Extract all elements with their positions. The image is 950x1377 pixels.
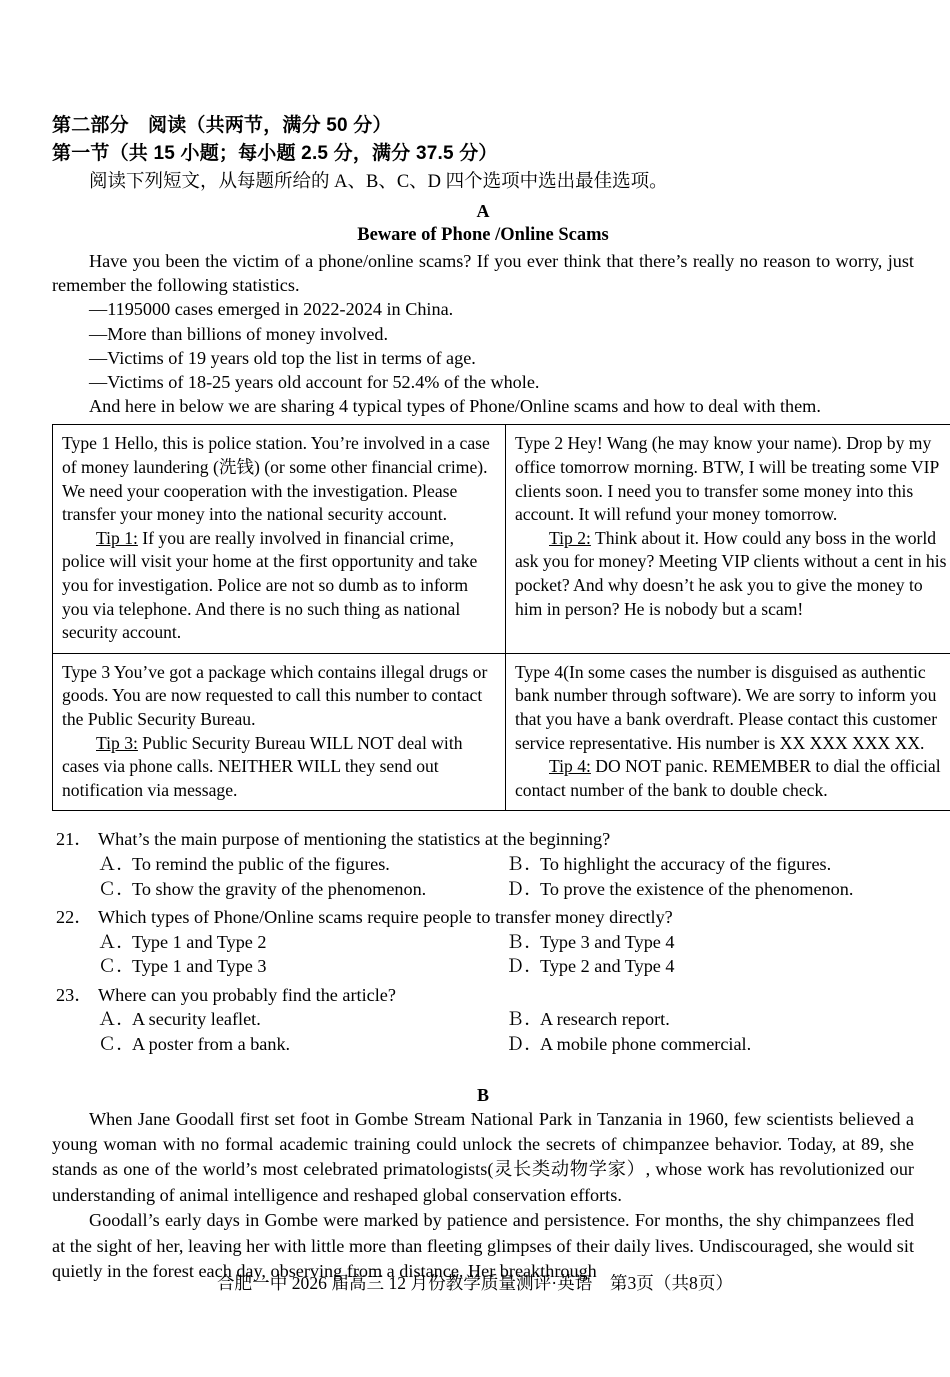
passage-a-closing: And here in below we are sharing 4 typical types of Phone/Online scams and how to deal with them.: [89, 396, 821, 417]
question-23-option-a[interactable]: [52, 1007, 476, 1032]
table-row: [53, 425, 950, 653]
option-a-letter: Ａ．: [98, 1009, 135, 1030]
option-d-text: Type 2 and Type 4: [540, 956, 675, 977]
question-22-options-row-1: [52, 930, 914, 955]
type1-body: Type 1 Hello, this is police station. You’re involved in a case of money laundering (洗钱) (or some other financial crime). We need your cooperation with the investigation. Please transfer your money into the national security account.: [62, 433, 490, 525]
type2-tip-body: Think about it. How could any boss in the world ask you for money? Meeting VIP clients without a cent in his pocket? And why doesn’t he ask you to give the money to him in person? He is nobody but a scam!: [515, 527, 947, 619]
type4-tip-label: Tip 4:: [549, 756, 591, 777]
question-22-stem: Which types of Phone/Online scams require people to transfer money directly?: [98, 907, 673, 928]
option-b-letter: Ｂ．: [506, 853, 543, 874]
type2-tip: [515, 527, 949, 621]
option-a-text: Type 1 and Type 2: [132, 931, 267, 952]
question-23-options-row-2: [52, 1032, 914, 1057]
type3-tip-body: Public Security Bureau WILL NOT deal with cases via phone calls. NEITHER WILL they send out notification via message.: [62, 732, 463, 800]
option-d-text: To prove the existence of the phenomenon.: [540, 878, 854, 899]
question-23: [52, 983, 914, 1057]
question-22-option-d[interactable]: [476, 954, 900, 979]
question-22-option-b[interactable]: [476, 930, 900, 955]
question-21-stem-row: [52, 827, 914, 852]
option-a-text: A security leaflet.: [132, 1009, 261, 1030]
passage-a: [52, 199, 947, 1057]
question-22-option-c[interactable]: [52, 954, 476, 979]
option-c-letter: Ｃ．: [98, 1034, 135, 1055]
scam-cell-type4: [506, 653, 950, 811]
scam-cell-type1: [53, 425, 506, 653]
option-d-letter: Ｄ．: [506, 878, 543, 899]
option-a-letter: Ａ．: [98, 931, 135, 952]
option-c-letter: Ｃ．: [98, 878, 135, 899]
option-c-text: A poster from a bank.: [132, 1034, 291, 1055]
question-21-options-row-2: [52, 877, 914, 902]
type3-tip-label: Tip 3:: [96, 732, 138, 753]
option-c-letter: Ｃ．: [98, 956, 135, 977]
type3-body: Type 3 You’ve got a package which contains illegal drugs or goods. You are now requested to call this number to contact the Public Security Bureau.: [62, 661, 488, 729]
type2-tip-label: Tip 2:: [549, 527, 591, 548]
option-d-text: A mobile phone commercial.: [540, 1034, 752, 1055]
question-21-option-d[interactable]: [476, 877, 900, 902]
part-heading-text: 第二部分 阅读（共两节，满分 50 分）: [52, 115, 392, 136]
page-footer: 合肥一中 2026 届高三 12 月份教学质量测评·英语 第3页（共8页）: [216, 1273, 734, 1293]
statistic-line-2: —More than billions of money involved.: [89, 323, 389, 344]
option-d-letter: Ｄ．: [506, 1034, 543, 1055]
type4-tip-body: DO NOT panic. REMEMBER to dial the official contact number of the bank to double check.: [515, 756, 941, 800]
passage-b: [52, 1083, 914, 1285]
question-23-stem-row: [52, 983, 914, 1008]
question-23-option-d[interactable]: [476, 1032, 900, 1057]
question-21-option-a[interactable]: [52, 852, 476, 877]
passage-a-title: Beware of Phone /Online Scams: [357, 225, 609, 245]
option-b-text: To highlight the accuracy of the figures.: [540, 853, 832, 874]
option-d-letter: Ｄ．: [506, 956, 543, 977]
statistic-line-1: —1195000 cases emerged in 2022-2024 in China.: [89, 299, 454, 320]
type1-tip-label: Tip 1:: [96, 527, 138, 548]
question-23-option-b[interactable]: [476, 1007, 900, 1032]
question-22: [52, 905, 914, 979]
question-21-stem: What’s the main purpose of mentioning the statistics at the beginning?: [98, 829, 611, 850]
reading-instruction: 阅读下列短文，从每题所给的 A、B、C、D 四个选项中选出最佳选项。: [89, 172, 668, 192]
option-b-text: Type 3 and Type 4: [540, 931, 675, 952]
scam-types-table: [52, 424, 950, 811]
type2-body: Type 2 Hey! Wang (he may know your name). Drop by my office tomorrow morning. BTW, I will be treating some VIP clients soon. I need you to transfer some money into this account. It will refund your money tomorrow.: [515, 433, 939, 525]
type1-tip: [62, 527, 496, 645]
question-22-number: 22．: [56, 907, 93, 928]
part-heading: [52, 112, 914, 196]
question-21-number: 21．: [56, 829, 93, 850]
question-22-stem-row: [52, 905, 914, 930]
statistic-line-4: —Victims of 18-25 years old account for 52.4% of the whole.: [89, 372, 540, 393]
passage-b-paragraph-2: Goodall’s early days in Gombe were marked by patience and persistence. For months, the shy chimpanzees fled at the sight of her, leaving her with little more than fleeting glimpses of their daily lives. Undiscouraged, she would sit quietly in the forest each day, observing from a distance. Her breakthrough: [52, 1210, 914, 1282]
table-row: [53, 653, 950, 811]
statistic-line-3: —Victims of 19 years old top the list in terms of age.: [89, 347, 476, 368]
scam-cell-type3: [53, 653, 506, 811]
type3-tip: [62, 732, 496, 803]
type4-body: Type 4(In some cases the number is disguised as authentic bank number through software). We are sorry to inform you that you have a bank overdraft. Please contact this customer service representative. His number is XX XXX XXX XX.: [515, 661, 938, 753]
type4-tip: [515, 755, 949, 802]
question-23-stem: Where can you probably find the article?: [98, 984, 396, 1005]
option-c-text: Type 1 and Type 3: [132, 956, 267, 977]
option-a-text: To remind the public of the figures.: [132, 853, 390, 874]
question-23-option-c[interactable]: [52, 1032, 476, 1057]
option-b-text: A research report.: [540, 1009, 670, 1030]
passage-a-intro: Have you been the victim of a phone/online scams? If you ever think that there’s really no reason to worry, just remember the following statistics.: [52, 251, 914, 296]
passage-a-letter: A: [476, 201, 490, 221]
question-23-options-row-1: [52, 1007, 914, 1032]
question-23-number: 23．: [56, 984, 93, 1005]
option-c-text: To show the gravity of the phenomenon.: [132, 878, 427, 899]
passage-b-paragraph-1: When Jane Goodall first set foot in Gombe Stream National Park in Tanzania in 1960, few scientists believed a young woman with no formal academic training could unlock the secrets of chimpanzee behavior. Today, at 89, she stands as one of the world’s most celebrated primatologists(灵长类动物学家）, whose work has revolutionized our understanding of animal intelligence and reshaped global conservation efforts.: [52, 1108, 914, 1205]
question-21-options-row-1: [52, 852, 914, 877]
option-a-letter: Ａ．: [98, 853, 135, 874]
question-22-option-a[interactable]: [52, 930, 476, 955]
scam-cell-type2: [506, 425, 950, 653]
passage-b-letter: B: [476, 1084, 489, 1105]
question-22-options-row-2: [52, 954, 914, 979]
option-b-letter: Ｂ．: [506, 931, 543, 952]
question-21-option-b[interactable]: [476, 852, 900, 877]
section-heading-text: 第一节（共 15 小题；每小题 2.5 分，满分 37.5 分）: [52, 143, 498, 164]
question-21-option-c[interactable]: [52, 877, 476, 902]
type1-tip-body: If you are really involved in financial crime, police will visit your home at the first opportunity and take you for investigation. Police are not so dumb as to inform you via telephone. And there is no such thing as national security account.: [62, 527, 478, 643]
option-b-letter: Ｂ．: [506, 1009, 543, 1030]
question-21: [52, 827, 914, 901]
